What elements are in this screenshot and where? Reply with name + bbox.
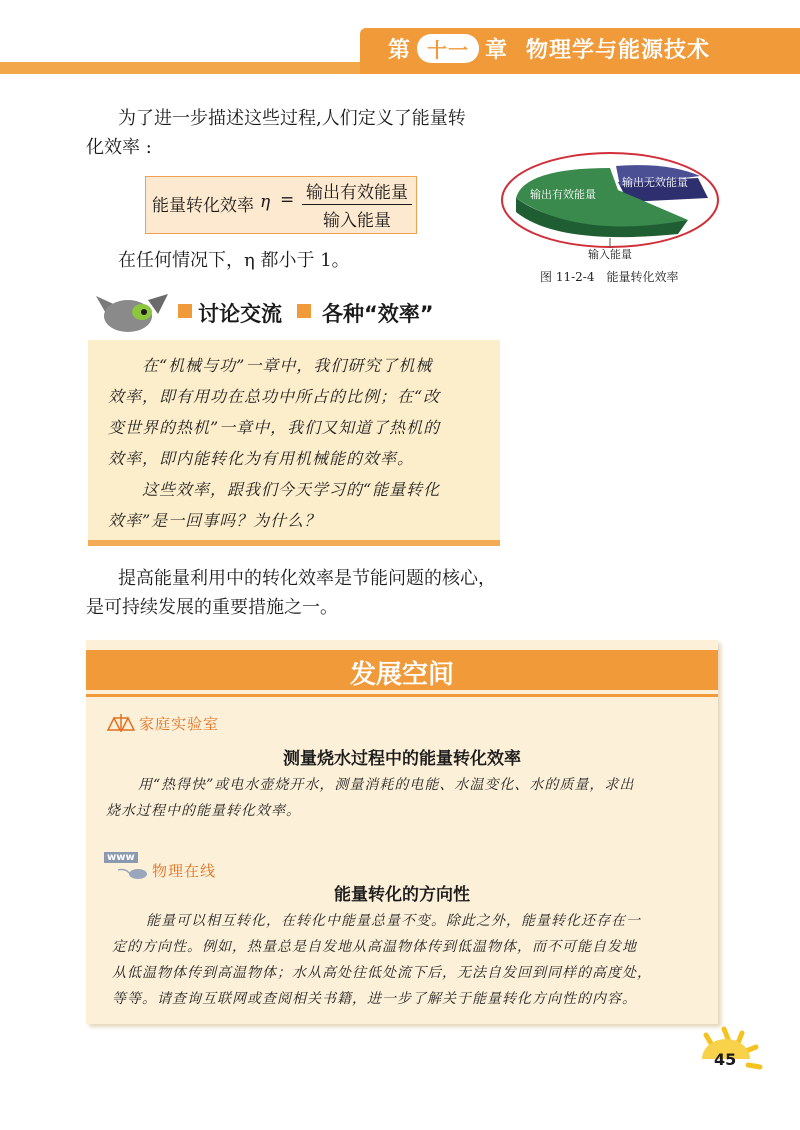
discussion-line-1: 在“机械与功”一章中，我们研究了机械 bbox=[142, 356, 433, 375]
intro-line-2: 化效率 : bbox=[86, 137, 152, 158]
efficiency-note: 在任何情况下，η 都小于 1。 bbox=[118, 250, 350, 271]
figure-caption: 图 11-2-4 能量转化效率 bbox=[540, 270, 679, 284]
lab-line-2: 烧水过程中的能量转化效率。 bbox=[106, 803, 301, 819]
useless-label: 输出无效能量 bbox=[622, 176, 688, 189]
formula-numerator: 输出有效能量 bbox=[306, 183, 408, 203]
energy-efficiency-figure bbox=[498, 150, 728, 262]
discussion-square-1 bbox=[178, 304, 192, 318]
discussion-line-4: 效率，即内能转化为有用机械能的效率。 bbox=[108, 449, 415, 468]
conclusion-line-2: 是可持续发展的重要措施之一。 bbox=[86, 597, 338, 618]
online-line-1: 能量可以相互转化，在转化中能量总量不变。除此之外，能量转化还存在一 bbox=[146, 913, 641, 929]
lab-tag: 家庭实验室 bbox=[139, 715, 220, 733]
online-line-3: 从低温物体传到高温物体；水从高处往低处流下后，无法自发回到同样的高度处， bbox=[112, 965, 652, 981]
formula-label: 能量转化效率 bbox=[152, 196, 254, 216]
www-icon: www bbox=[104, 852, 138, 863]
discussion-line-6: 效率”是一回事吗？为什么？ bbox=[108, 511, 322, 530]
discussion-bottom-bar bbox=[88, 540, 500, 546]
intro-line-1: 为了进一步描述这些过程,人们定义了能量转 bbox=[118, 108, 466, 129]
formula-denominator: 输入能量 bbox=[323, 211, 391, 231]
chapter-suffix: 章 bbox=[485, 37, 509, 63]
discussion-mascot-icon bbox=[92, 290, 172, 336]
useful-label: 输出有效能量 bbox=[530, 188, 596, 201]
development-band-line bbox=[86, 694, 718, 697]
discussion-line-5: 这些效率，跟我们今天学习的“能量转化 bbox=[142, 480, 441, 499]
formula-symbol: η bbox=[260, 192, 271, 212]
chapter-title: 物理学与能源技术 bbox=[526, 37, 711, 63]
online-line-2: 定的方向性。例如，热量总是自发地从高温物体传到低温物体，而不可能自发地 bbox=[112, 939, 637, 955]
chapter-prefix: 第 bbox=[388, 37, 412, 63]
discussion-title: 讨论交流 bbox=[198, 302, 282, 326]
discussion-square-2 bbox=[297, 304, 311, 318]
discussion-line-3: 变世界的热机”一章中，我们又知道了热机的 bbox=[108, 418, 441, 437]
input-label: 输入能量 bbox=[588, 248, 632, 261]
online-line-4: 等等。请查询互联网或查阅相关书籍，进一步了解关于能量转化方向性的内容。 bbox=[112, 991, 637, 1007]
lab-title: 测量烧水过程中的能量转化效率 bbox=[283, 749, 521, 769]
online-title: 能量转化的方向性 bbox=[334, 885, 470, 905]
formula-equals: = bbox=[280, 190, 295, 210]
lab-scale-icon bbox=[104, 712, 138, 734]
page-number: 45 bbox=[714, 1050, 737, 1069]
conclusion-line-1: 提高能量利用中的转化效率是节能问题的核心， bbox=[118, 568, 496, 589]
lab-line-1: 用“热得快”或电水壶烧开水，测量消耗的电能、水温变化、水的质量，求出 bbox=[138, 777, 635, 793]
discussion-subtitle: 各种“效率” bbox=[322, 302, 434, 326]
fraction-bar bbox=[302, 204, 412, 205]
development-title: 发展空间 bbox=[349, 660, 454, 690]
mouse-icon bbox=[118, 866, 148, 880]
discussion-line-2: 效率，即有用功在总功中所占的比例；在“改 bbox=[108, 387, 441, 406]
chapter-number: 十一 bbox=[417, 34, 479, 63]
chapter-heading bbox=[388, 33, 710, 64]
online-tag: 物理在线 bbox=[152, 862, 217, 880]
